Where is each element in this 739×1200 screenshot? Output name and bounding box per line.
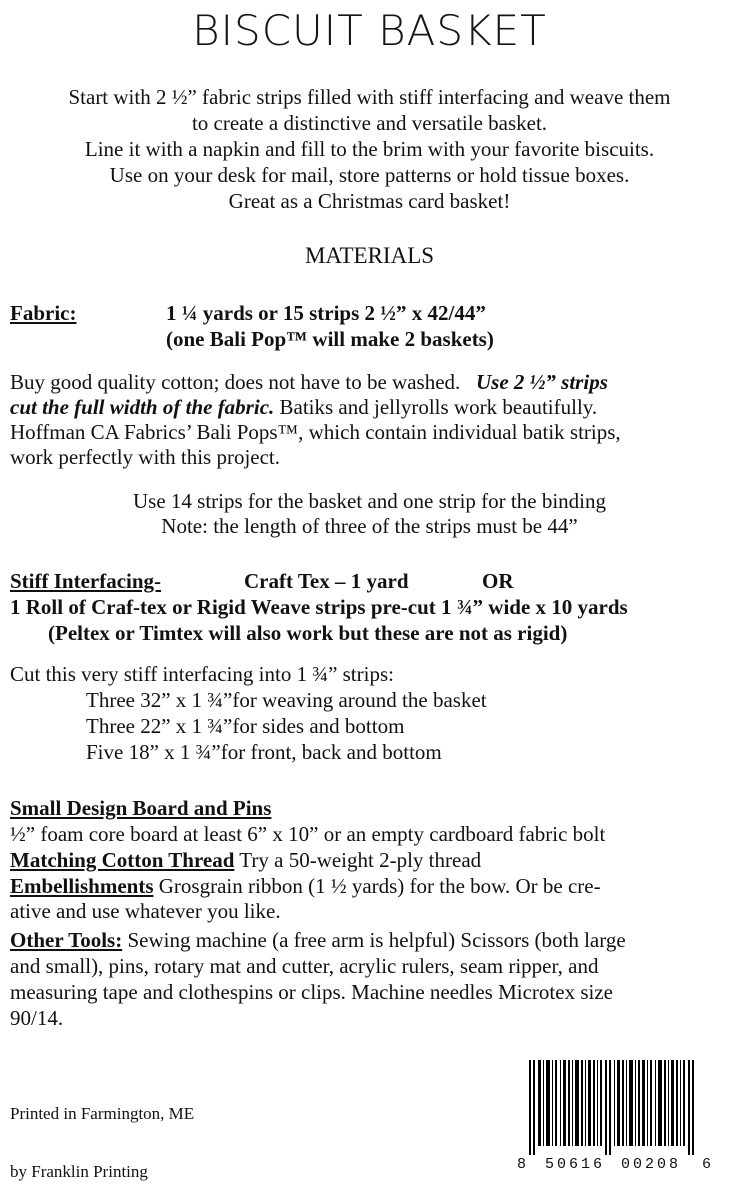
page-title: BISCUIT BASKET bbox=[192, 6, 547, 55]
interfacing-or: OR bbox=[482, 569, 514, 593]
intro-line: Start with 2 ½” fabric strips filled with stiff interfacing and weave them bbox=[68, 85, 671, 109]
tools-line bbox=[10, 928, 626, 953]
tools-text-cont: measuring tape and clothespins or clips. Machine needles Microtex size bbox=[10, 980, 613, 1004]
embellishments-line bbox=[10, 874, 601, 899]
embellishments-text: Grosgrain ribbon (1 ½ yards) for the bow. Or be cre- bbox=[153, 874, 601, 898]
tools-text-cont: 90/14. bbox=[10, 1006, 64, 1030]
barcode-digit: 6 bbox=[702, 1156, 712, 1173]
interfacing-option: Craft Tex – 1 yard bbox=[244, 569, 409, 593]
barcode-bars-icon bbox=[517, 1060, 717, 1155]
embellishments-text-cont: ative and use whatever you like. bbox=[10, 899, 281, 923]
fabric-desc-emphasis: cut the full width of the fabric. bbox=[10, 395, 275, 419]
thread-line bbox=[10, 848, 481, 873]
interfacing-roll-option: 1 Roll of Craf-tex or Rigid Weave strips pre-cut 1 ¾” wide x 10 yards bbox=[10, 595, 628, 619]
intro-line: Line it with a napkin and fill to the brim with your favorite biscuits. bbox=[84, 137, 655, 161]
fabric-desc-text: Buy good quality cotton; does not have to be washed. bbox=[10, 370, 461, 394]
tools-text-cont: and small), pins, rotary mat and cutter, acrylic rulers, seam ripper, and bbox=[10, 954, 599, 978]
tools-label: Other Tools: bbox=[10, 928, 123, 952]
fabric-description-line: Hoffman CA Fabrics’ Bali Pops™, which contain individual batik strips, bbox=[10, 420, 621, 444]
interfacing-label: Stiff Interfacing- bbox=[10, 569, 162, 593]
interfacing-alternatives: (Peltex or Timtex will also work but these are not as rigid) bbox=[48, 621, 568, 645]
design-board-text: ½” foam core board at least 6” x 10” or an empty cardboard fabric bolt bbox=[10, 822, 606, 846]
materials-heading: MATERIALS bbox=[304, 243, 435, 268]
intro-line: Use on your desk for mail, store patterns or hold tissue boxes. bbox=[109, 163, 630, 187]
cut-item: Three 32” x 1 ¾”for weaving around the basket bbox=[86, 688, 487, 712]
thread-label: Matching Cotton Thread bbox=[10, 848, 235, 872]
barcode-digits: 50616 bbox=[545, 1156, 606, 1173]
cut-instructions: Cut this very stiff interfacing into 1 ¾” strips: bbox=[10, 662, 394, 686]
fabric-amount: 1 ¼ yards or 15 strips 2 ½” x 42/44” bbox=[166, 301, 486, 325]
embellishments-label: Embellishments bbox=[10, 874, 154, 898]
fabric-desc-text: Batiks and jellyrolls work beautifully. bbox=[279, 395, 598, 419]
intro-line: Great as a Christmas card basket! bbox=[228, 189, 511, 213]
printer-name: by Franklin Printing bbox=[10, 1162, 148, 1181]
strip-length-note: Note: the length of three of the strips must be 44” bbox=[161, 514, 578, 538]
barcode-digit: 8 bbox=[517, 1156, 527, 1173]
intro-line: to create a distinctive and versatile basket. bbox=[191, 111, 548, 135]
design-board-label: Small Design Board and Pins bbox=[10, 796, 272, 820]
cut-item: Five 18” x 1 ¾”for front, back and bottom bbox=[86, 740, 442, 764]
barcode-digits: 00208 bbox=[621, 1156, 682, 1173]
thread-text: Try a 50-weight 2-ply thread bbox=[234, 848, 482, 872]
barcode bbox=[517, 1060, 717, 1175]
strip-usage-note: Use 14 strips for the basket and one strip for the binding bbox=[133, 489, 606, 513]
fabric-label: Fabric: bbox=[10, 301, 77, 325]
fabric-bali-pop-note: (one Bali Pop™ will make 2 baskets) bbox=[166, 327, 494, 351]
fabric-description-line: work perfectly with this project. bbox=[10, 445, 281, 469]
fabric-desc-emphasis: Use 2 ½” strips bbox=[476, 370, 608, 394]
printed-location: Printed in Farmington, ME bbox=[10, 1104, 195, 1123]
cut-item: Three 22” x 1 ¾”for sides and bottom bbox=[86, 714, 405, 738]
fabric-description-line bbox=[10, 370, 608, 395]
tools-text: Sewing machine (a free arm is helpful) Scissors (both large bbox=[122, 928, 626, 952]
fabric-description-line bbox=[10, 395, 597, 420]
